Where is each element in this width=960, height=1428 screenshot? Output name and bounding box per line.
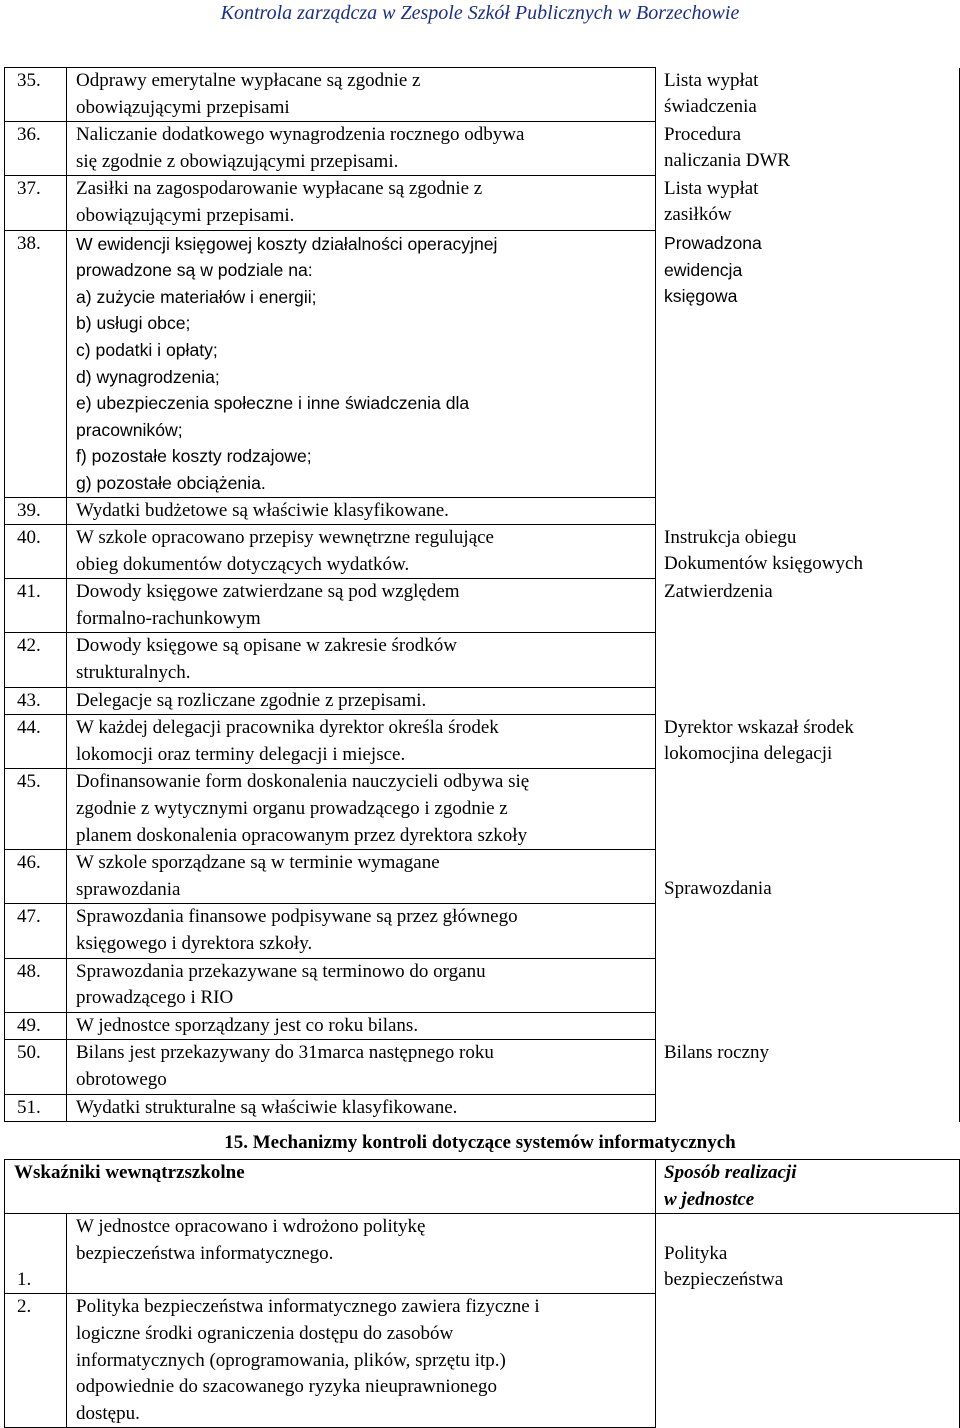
row-description: [67, 958, 656, 1012]
implementation-line: Prowadzona: [664, 233, 762, 254]
row-description: [67, 525, 656, 579]
row-implementation: [656, 122, 960, 176]
implementation-line: Bilans roczny: [664, 1041, 770, 1063]
description-line: Sprawozdania finansowe podpisywane są przez głównego: [76, 906, 518, 928]
description-line: planem doskonalenia opracowanym przez dyrektora szkoły: [76, 824, 528, 846]
row-implementation: [656, 769, 960, 850]
row-description: [67, 230, 656, 497]
table-row: [5, 633, 960, 687]
description-line: Odprawy emerytalne wypłacane są zgodnie z: [76, 70, 421, 91]
table-row: [5, 1012, 960, 1040]
description-line: się zgodnie z obowiązującymi przepisami.: [76, 150, 399, 172]
row-number: 51.: [5, 1094, 67, 1122]
row-number: 45.: [5, 769, 67, 850]
table-row: [5, 1294, 960, 1428]
row-description: [67, 497, 656, 525]
row-number: 47.: [5, 904, 67, 958]
description-line: prowadzone są w podziale na:: [76, 260, 313, 281]
table-row: [5, 904, 960, 958]
row-number: 50.: [5, 1040, 67, 1094]
row-implementation: [656, 715, 960, 769]
row-number: 42.: [5, 633, 67, 687]
row-description: [67, 769, 656, 850]
row-implementation: [656, 497, 960, 525]
description-line: bezpieczeństwa informatycznego.: [76, 1242, 334, 1264]
row-number: 1.: [5, 1214, 67, 1294]
row-description: [67, 715, 656, 769]
implementation-line: zasiłków: [664, 204, 732, 226]
row-description: [67, 579, 656, 633]
description-line: Polityka bezpieczeństwa informatycznego zawiera fizyczne i: [76, 1296, 540, 1318]
implementation-line: [664, 1214, 959, 1241]
table-row: [5, 176, 960, 230]
implementation-line: Zatwierdzenia: [664, 580, 773, 602]
row-number: 38.: [5, 230, 67, 497]
description-line: księgowego i dyrektora szkoły.: [76, 933, 313, 954]
description-line: g) pozostałe obciążenia.: [76, 472, 266, 493]
row-number: 37.: [5, 176, 67, 230]
implementation-line: lokomocjina delegacji: [664, 743, 833, 765]
row-number: 49.: [5, 1012, 67, 1040]
indicators-header: Wskaźniki wewnątrzszkolne: [5, 1160, 656, 1214]
implementation-line: Procedura: [664, 123, 742, 145]
description-line: W szkole sporządzane są w terminie wymagane: [76, 852, 440, 874]
row-number: 39.: [5, 497, 67, 525]
implementation-line: naliczania DWR: [664, 150, 791, 172]
description-line: e) ubezpieczenia społeczne i inne świadczenia dla: [76, 393, 470, 414]
row-implementation: [656, 230, 960, 497]
row-implementation: [656, 1214, 960, 1294]
description-line: strukturalnych.: [76, 662, 191, 684]
row-description: [67, 1094, 656, 1122]
description-line: odpowiednie do szacowanego ryzyka nieuprawnionego: [76, 1376, 498, 1398]
row-number: 2.: [5, 1294, 67, 1428]
implementation-line: Lista wypłat: [664, 69, 759, 91]
implementation-line: księgowa: [664, 286, 738, 307]
description-line: f) pozostałe koszty rodzajowe;: [76, 446, 312, 467]
row-number: 36.: [5, 122, 67, 176]
row-description: [67, 176, 656, 230]
description-line: pracowników;: [76, 419, 183, 440]
implementation-line: ewidencja: [664, 259, 743, 280]
table-row: [5, 715, 960, 769]
description-line: Bilans jest przekazywany do 31marca następnego roku: [76, 1042, 494, 1064]
description-line: zgodnie z wytycznymi organu prowadzącego i zgodnie z: [76, 798, 508, 820]
description-line: Dowody księgowe są opisane w zakresie środków: [76, 635, 457, 657]
table-row: [5, 230, 960, 497]
description-line: obowiązującymi przepisami: [76, 96, 290, 118]
implementation-line: bezpieczeństwa: [664, 1269, 784, 1291]
description-line: Zasiłki na zagospodarowanie wypłacane są zgodnie z: [76, 178, 483, 200]
description-line: W jednostce sporządzany jest co roku bilans.: [76, 1014, 419, 1036]
description-line: Dofinansowanie form doskonalenia nauczycieli odbywa się: [76, 771, 530, 793]
row-number: 44.: [5, 715, 67, 769]
row-description: [67, 1040, 656, 1094]
row-description: [67, 68, 656, 122]
description-line: Wydatki strukturalne są właściwie klasyfikowane.: [76, 1096, 458, 1118]
description-line: d) wynagrodzenia;: [76, 366, 220, 387]
description-line: formalno-rachunkowym: [76, 607, 261, 629]
description-line: W każdej delegacji pracownika dyrektor określa środek: [76, 717, 499, 739]
row-implementation: [656, 1040, 960, 1094]
table-row: [5, 1040, 960, 1094]
table-row: [5, 525, 960, 579]
implementation-line: świadczenia: [664, 96, 757, 118]
description-line: a) zużycie materiałów i energii;: [76, 286, 317, 307]
implementation-line: Dokumentów księgowych: [664, 553, 863, 575]
table-row: [5, 769, 960, 850]
table-row: [5, 1094, 960, 1122]
description-line: b) usługi obce;: [76, 313, 191, 334]
row-description: [67, 850, 656, 904]
row-number: 43.: [5, 687, 67, 715]
table-row: [5, 579, 960, 633]
section-15-title: 15. Mechanizmy kontroli dotyczące systemów informatycznych: [224, 1132, 736, 1153]
row-description: [67, 122, 656, 176]
description-line: logiczne środki ograniczenia dostępu do zasobów: [76, 1323, 454, 1345]
page-header: Kontrola zarządcza w Zespole Szkół Publicznych w Borzechowie: [220, 2, 740, 24]
table-row: [5, 68, 960, 122]
row-implementation: [656, 633, 960, 687]
row-implementation: [656, 68, 960, 122]
row-implementation: [656, 687, 960, 715]
implementation-line: Lista wypłat: [664, 177, 759, 199]
row-implementation: [656, 850, 960, 904]
implementation-line: Sprawozdania: [664, 878, 772, 900]
row-description: [67, 1294, 656, 1428]
it-table-header-row: [5, 1160, 960, 1214]
row-number: 41.: [5, 579, 67, 633]
description-line: W ewidencji księgowej koszty działalności operacyjnej: [76, 233, 498, 254]
description-line: lokomocji oraz terminy delegacji i miejsce.: [76, 743, 406, 765]
description-line: Delegacje są rozliczane zgodnie z przepisami.: [76, 689, 427, 711]
control-table: [4, 67, 960, 1122]
implementation-line: [664, 850, 959, 877]
row-number: 46.: [5, 850, 67, 904]
implementation-line: Dyrektor wskazał środek: [664, 716, 854, 738]
row-description: [67, 1012, 656, 1040]
implementation-line: Polityka: [664, 1242, 728, 1264]
row-description: [67, 904, 656, 958]
row-number: 40.: [5, 525, 67, 579]
row-description: [67, 633, 656, 687]
implementation-line: Instrukcja obiegu: [664, 526, 797, 548]
row-description: [67, 1214, 656, 1294]
description-line: Wydatki budżetowe są właściwie klasyfikowane.: [76, 499, 449, 521]
description-line: prowadzącego i RIO: [76, 987, 234, 1009]
description-line: dostępu.: [76, 1402, 140, 1424]
row-implementation: [656, 525, 960, 579]
description-line: W szkole opracowano przepisy wewnętrzne regulujące: [76, 527, 494, 549]
description-line: Sprawozdania przekazywane są terminowo do organu: [76, 960, 486, 982]
row-implementation: [656, 958, 960, 1012]
table-row: [5, 122, 960, 176]
table-row: [5, 497, 960, 525]
table-row: [5, 1214, 960, 1294]
row-implementation: [656, 579, 960, 633]
row-implementation: [656, 176, 960, 230]
row-implementation: [656, 904, 960, 958]
description-line: c) podatki i opłaty;: [76, 339, 218, 360]
table-row: [5, 687, 960, 715]
description-line: obowiązującymi przepisami.: [76, 204, 295, 226]
it-controls-table: [4, 1159, 960, 1428]
row-number: 35.: [5, 68, 67, 122]
row-implementation: [656, 1094, 960, 1122]
description-line: obrotowego: [76, 1068, 167, 1090]
method-header: Sposób realizacji w jednostce: [656, 1160, 960, 1214]
description-line: obieg dokumentów dotyczących wydatków.: [76, 553, 410, 575]
table-row: [5, 958, 960, 1012]
description-line: Dowody księgowe zatwierdzane są pod względem: [76, 581, 460, 603]
description-line: W jednostce opracowano i wdrożono politykę: [76, 1216, 426, 1238]
description-line: Naliczanie dodatkowego wynagrodzenia rocznego odbywa: [76, 124, 525, 146]
row-implementation: [656, 1012, 960, 1040]
description-line: sprawozdania: [76, 878, 181, 900]
row-implementation: [656, 1294, 960, 1428]
row-description: [67, 687, 656, 715]
row-number: 48.: [5, 958, 67, 1012]
description-line: informatycznych (oprogramowania, plików, sprzętu itp.): [76, 1349, 506, 1371]
table-row: [5, 850, 960, 904]
